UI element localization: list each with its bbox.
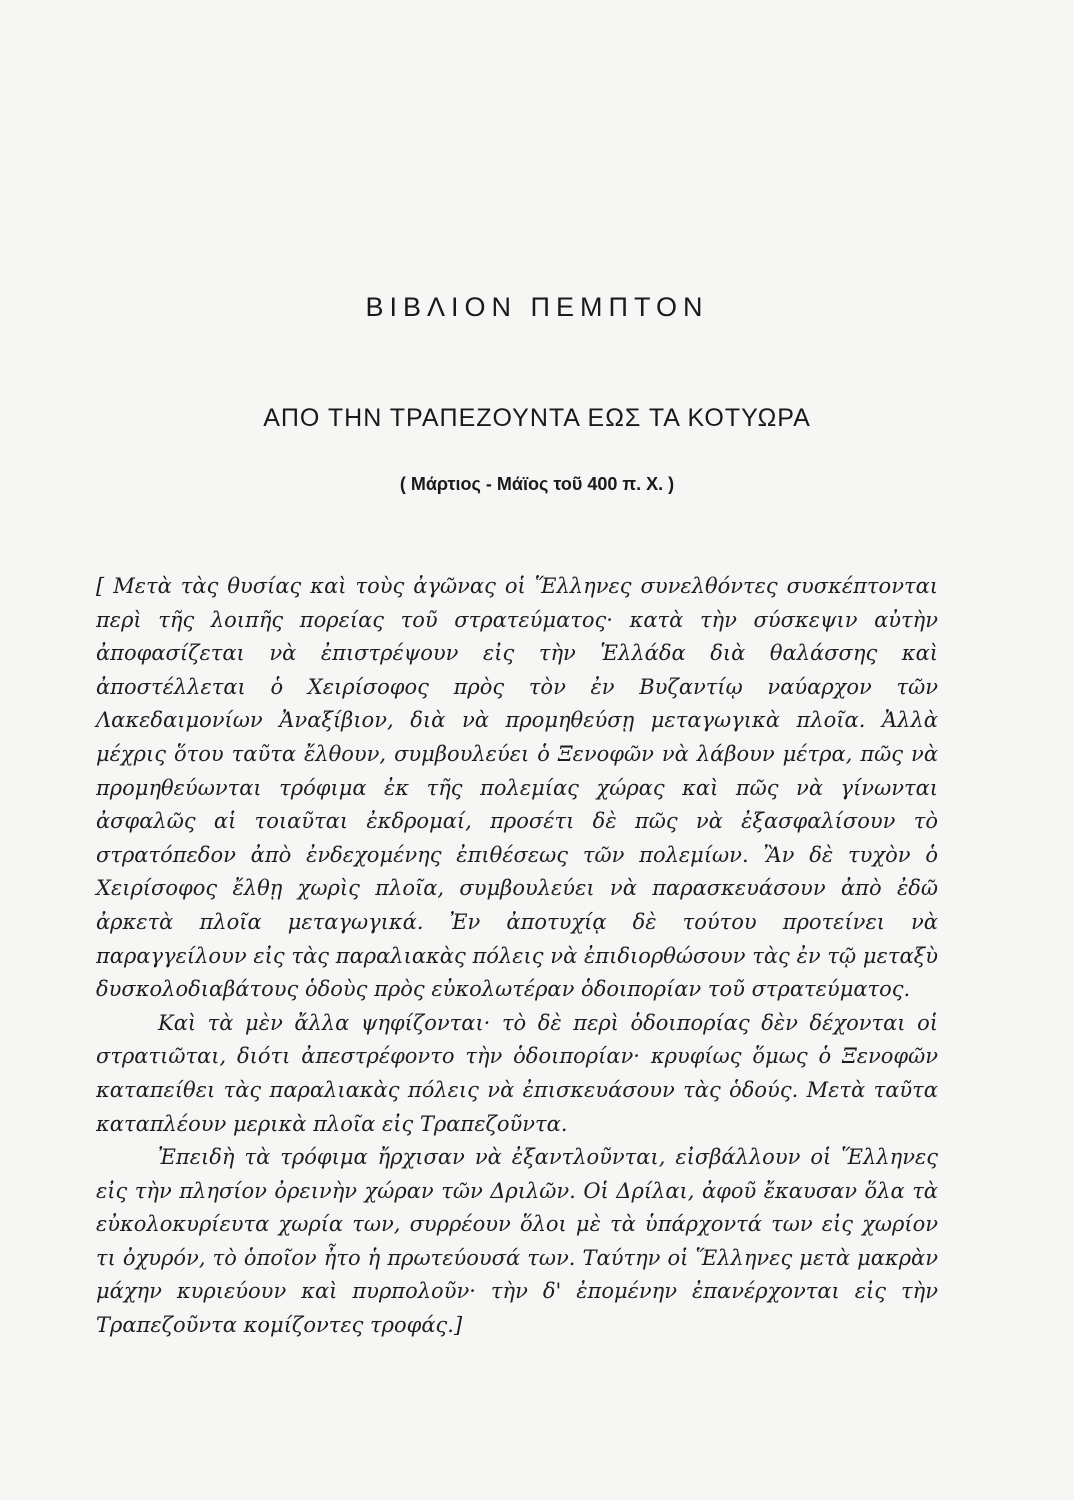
summary-text <box>96 570 938 1343</box>
summary-paragraph-2: Καὶ τὰ μὲν ἄλλα ψηφίζονται· τὸ δὲ περὶ ὁδοιπορίας δὲν δέχονται οἱ στρατιῶται, διότι ἀπεστρέφοντο τὴν ὁδοιπορίαν· κρυφίως ὅμως ὁ Ξενοφῶν καταπείθει τὰς παραλιακὰς πόλεις νὰ ἐπισκευάσουν τὰς ὁδούς. Μετὰ ταῦτα καταπλέουν μερικὰ πλοῖα εἰς Τραπεζοῦντα. <box>96 1010 938 1136</box>
date-range: ( Μάρτιος - Μάϊος τοῦ 400 π. Χ. ) <box>399 474 675 494</box>
summary-paragraph-3: Ἐπειδὴ τὰ τρόφιμα ἤρχισαν νὰ ἐξαντλοῦνται, εἰσβάλλουν οἱ Ἕλληνες εἰς τὴν πλησίον ὀρεινὴν χώραν τῶν Δριλῶν. Οἱ Δρίλαι, ἀφοῦ ἔκαυσαν ὅλα τὰ εὐκολοκυρίευτα χωρία των, συρρέουν ὅλοι μὲ τὰ ὑπάρχοντά των εἰς χωρίον τι ὀχυρόν, τὸ ὁποῖον ἦτο ἡ πρωτεύουσά των. Ταύτην οἱ Ἕλληνες μετὰ μακρὰν μάχην κυριεύουν καὶ πυρπολοῦν· τὴν δ' ἐπομένην ἐπανέρχονται εἰς τὴν Τραπεζοῦντα κομίζοντες τροφάς.] <box>96 1145 938 1338</box>
chapter-title: ΑΠΟ ΤΗΝ ΤΡΑΠΕΖΟΥΝΤΑ ΕΩΣ ΤΑ ΚΟΤΥΩΡΑ <box>263 404 811 432</box>
summary-paragraph-1: [ Μετὰ τὰς θυσίας καὶ τοὺς ἀγῶνας οἱ Ἕλληνες συνελθόντες συσκέπτονται περὶ τῆς λοιπῆς πορείας τοῦ στρατεύματος· κατὰ τὴν σύσκεψιν αὐτὴν ἀποφασίζεται νὰ ἐπιστρέψουν εἰς τὴν Ἑλλάδα διὰ θαλάσσης καὶ ἀποστέλλεται ὁ Χειρίσοφος πρὸς τὸν ἐν Βυζαντίῳ ναύαρχον τῶν Λακεδαιμονίων Ἀναξίβιον, διὰ νὰ προμηθεύσῃ μεταγωγικὰ πλοῖα. Ἀλλὰ μέχρις ὅτου ταῦτα ἔλθουν, συμβουλεύει ὁ Ξενοφῶν νὰ λάβουν μέτρα, πῶς νὰ προμηθεύωνται τρόφιμα ἐκ τῆς πολεμίας χώρας καὶ πῶς νὰ γίνωνται ἀσφαλῶς αἱ τοιαῦται ἐκδρομαί, προσέτι δὲ πῶς νὰ ἐξασφαλίσουν τὸ στρατόπεδον ἀπὸ ἐνδεχομένης ἐπιθέσεως τῶν πολεμίων. Ἂν δὲ τυχὸν ὁ Χειρίσοφος ἔλθῃ χωρὶς πλοῖα, συμβουλεύει νὰ παρασκευάσουν ἀπὸ ἐδῶ ἀρκετὰ πλοῖα μεταγωγικά. Ἐν ἀποτυχίᾳ δὲ τούτου προτείνει νὰ παραγγείλουν εἰς τὰς παραλιακὰς πόλεις νὰ ἐπιδιορθώσουν τὰς ἐν τῷ μεταξὺ δυσκολοδιαβάτους ὁδοὺς πρὸς εὐκολωτέραν ὁδοιπορίαν τοῦ στρατεύματος. <box>96 574 938 1002</box>
book-title: ΒΙΒΛΙΟΝ ΠΕΜΠΤΟΝ <box>365 292 709 322</box>
